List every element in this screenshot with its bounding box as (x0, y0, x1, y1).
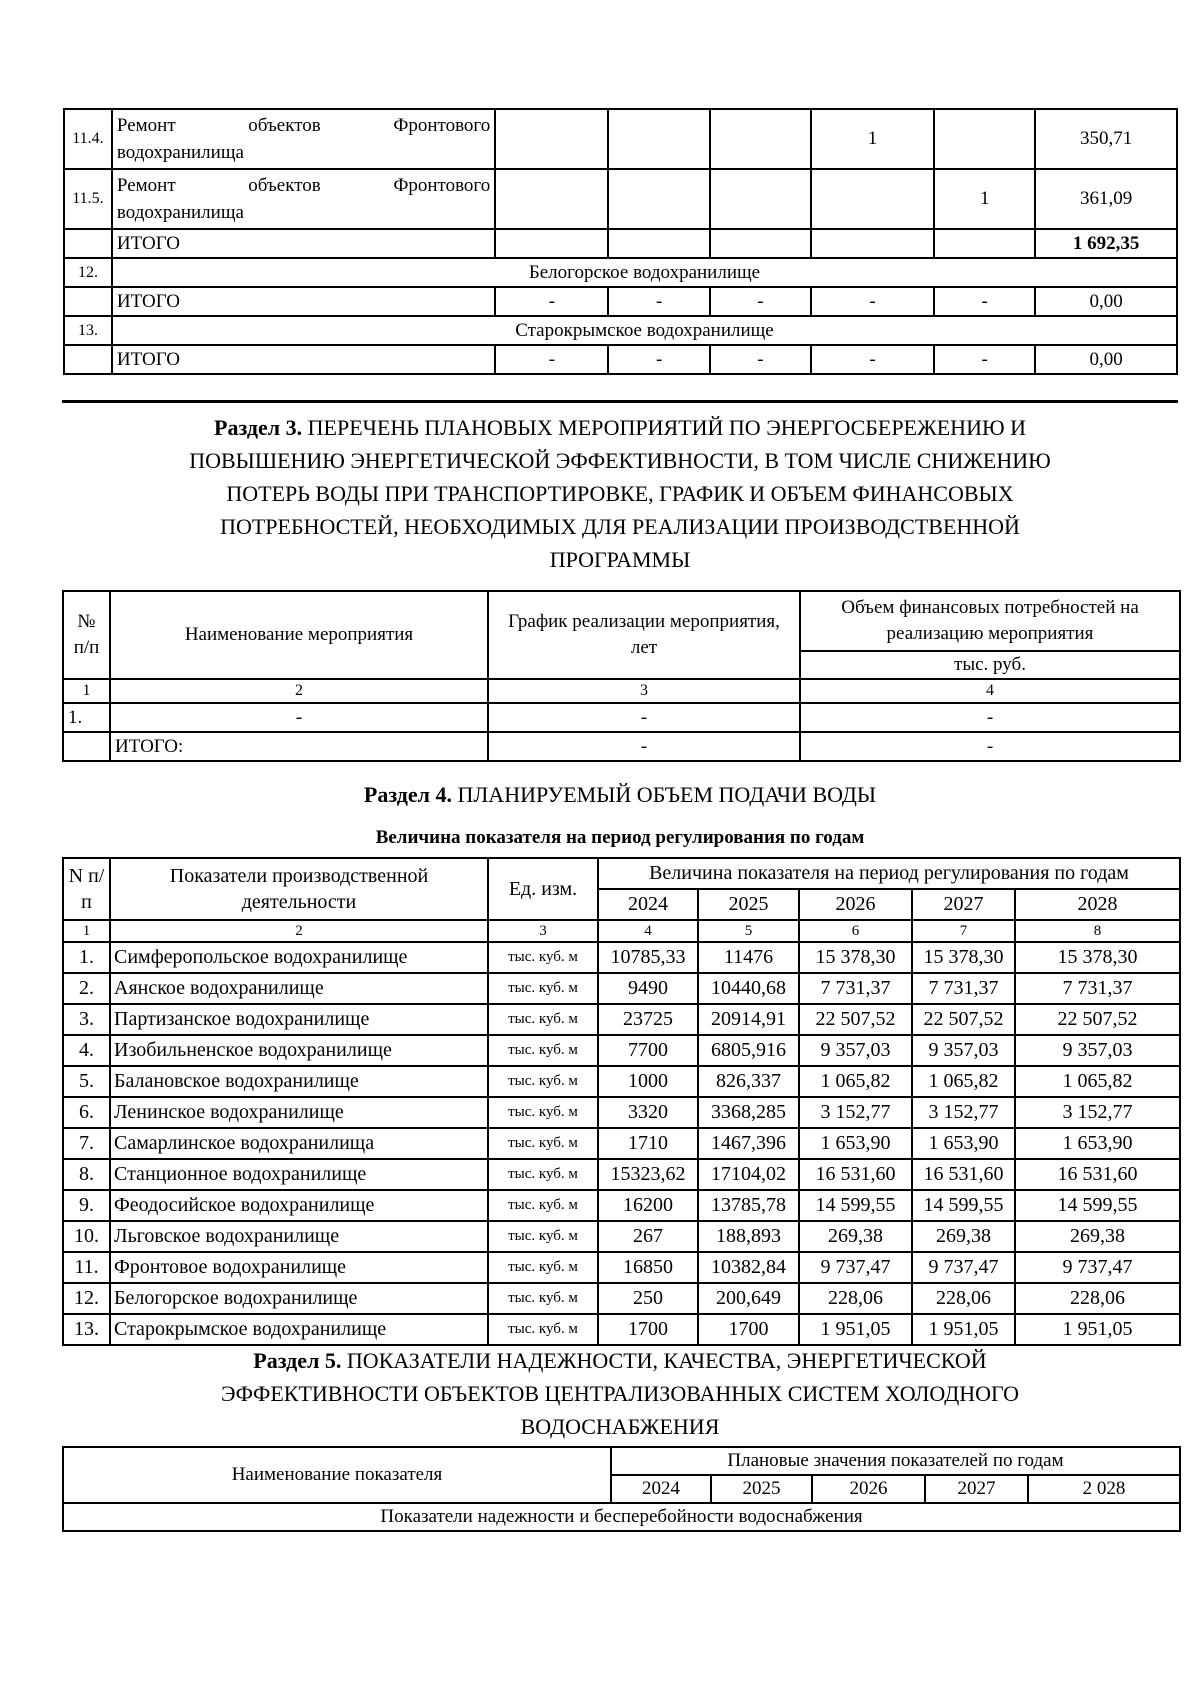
reservoir-name: Партизанское водохранилище (110, 1004, 488, 1035)
unit-cell: тыс. куб. м (488, 1066, 598, 1097)
row-number: 11. (63, 1252, 110, 1283)
value-cell (934, 109, 1035, 169)
row-number: 11.5. (64, 169, 112, 229)
row-number: 6. (63, 1097, 110, 1128)
total-row (64, 287, 1177, 316)
value-cell: 9 737,47 (912, 1252, 1015, 1283)
table-row (63, 1252, 1180, 1283)
table-row (63, 1159, 1180, 1190)
section-5-heading: Раздел 5. ПОКАЗАТЕЛИ НАДЕЖНОСТИ, КАЧЕСТВА, ЭНЕРГЕТИЧЕСКОЙ ЭФФЕКТИВНОСТИ ОБЪЕКТОВ ЦЕНТРАЛИЗОВАННЫХ СИСТЕМ ХОЛОДНОГО ВОДОСНАБЖЕНИЯ (220, 1348, 1020, 1439)
reservoir-name: Льговское водохранилище (110, 1221, 488, 1252)
value-cell: 269,38 (799, 1221, 912, 1252)
unit-cell: тыс. куб. м (488, 1004, 598, 1035)
header-unit: Ед. изм. (488, 858, 598, 920)
value-cell: 1 653,90 (799, 1128, 912, 1159)
unit-cell: тыс. куб. м (488, 1252, 598, 1283)
table-row (64, 169, 1177, 229)
table-row (63, 1004, 1180, 1035)
section-4-heading: Раздел 4. ПЛАНИРУЕМЫЙ ОБЪЕМ ПОДАЧИ ВОДЫ (363, 782, 877, 807)
value-cell (710, 109, 811, 169)
table-row (63, 1283, 1180, 1314)
schedule-cell: - (488, 732, 800, 761)
table-row (63, 973, 1180, 1004)
row-number: 7. (63, 1128, 110, 1159)
value-cell: 7 731,37 (912, 973, 1015, 1004)
table-row (63, 942, 1180, 973)
section-3-number: Раздел 3. (214, 415, 303, 440)
total-cell: 350,71 (1035, 109, 1177, 169)
year-header: 2025 (698, 889, 799, 920)
value-cell: - (811, 287, 934, 316)
value-cell: 3 152,77 (799, 1097, 912, 1128)
table-row (63, 1314, 1180, 1345)
group-title: Показатели надежности и бесперебойности водоснабжения (63, 1503, 1180, 1531)
row-number: 3. (63, 1004, 110, 1035)
value-cell: 16200 (598, 1190, 698, 1221)
reservoir-name: Станционное водохранилище (110, 1159, 488, 1190)
reservoir-header-row (64, 316, 1177, 345)
row-number: 8. (63, 1159, 110, 1190)
year-header: 2028 (1015, 889, 1180, 920)
value-cell: - (495, 287, 608, 316)
unit-cell: тыс. куб. м (488, 1221, 598, 1252)
value-cell: 9 357,03 (912, 1035, 1015, 1066)
total-row (63, 732, 1180, 761)
measure-name: Ремонт объектов Фронтового водохранилища (112, 169, 495, 229)
value-cell: 1 951,05 (1015, 1314, 1180, 1345)
value-cell: 3 152,77 (1015, 1097, 1180, 1128)
header-name: Показатели производственной деятельности (110, 858, 488, 920)
table-row (63, 1066, 1180, 1097)
total-row (64, 229, 1177, 258)
value-cell: 17104,02 (698, 1159, 799, 1190)
value-cell: 15 378,30 (1015, 942, 1180, 973)
value-cell: 6805,916 (698, 1035, 799, 1066)
section-divider (62, 400, 1178, 403)
value-cell: 1 065,82 (799, 1066, 912, 1097)
value-cell: 269,38 (912, 1221, 1015, 1252)
value-cell: 22 507,52 (799, 1004, 912, 1035)
value-cell: 9 737,47 (799, 1252, 912, 1283)
value-cell: 16850 (598, 1252, 698, 1283)
total-cell: 1 692,35 (1035, 229, 1177, 258)
header-row (63, 858, 1180, 889)
value-cell: 22 507,52 (1015, 1004, 1180, 1035)
header-volume: Объем финансовых потребностей на реализацию мероприятия (800, 591, 1180, 651)
section-3-heading: Раздел 3. ПЕРЕЧЕНЬ ПЛАНОВЫХ МЕРОПРИЯТИЙ ПО ЭНЕРГОСБЕРЕЖЕНИЮ И ПОВЫШЕНИЮ ЭНЕРГЕТИЧЕСКОЙ ЭФФЕКТИВНОСТИ, В ТОМ ЧИСЛЕ СНИЖЕНИЮ ПОТЕРЬ ВОДЫ ПРИ ТРАНСПОРТИРОВКЕ, ГРАФИК И ОБЪЕМ ФИНАНСОВЫХ ПОТРЕБНОСТЕЙ, НЕОБХОДИМЫХ ДЛЯ РЕАЛИЗАЦИИ ПРОИЗВОДСТВЕННОЙ ПРОГРАММЫ (189, 415, 1051, 572)
header-num: N п/п (63, 858, 110, 920)
value-cell: 9 737,47 (1015, 1252, 1180, 1283)
reservoir-name: Белогорское водохранилище (110, 1283, 488, 1314)
total-label: ИТОГО (112, 345, 495, 374)
value-cell: 200,649 (698, 1283, 799, 1314)
reservoir-header-row (64, 258, 1177, 287)
value-cell: 15323,62 (598, 1159, 698, 1190)
row-number: 11.4. (64, 109, 112, 169)
value-cell: 267 (598, 1221, 698, 1252)
total-cell: 0,00 (1035, 287, 1177, 316)
value-cell: 1710 (598, 1128, 698, 1159)
value-cell: 10440,68 (698, 973, 799, 1004)
header-value: Величина показателя на период регулирования по годам (598, 858, 1180, 889)
value-cell: 250 (598, 1283, 698, 1314)
value-cell: 188,893 (698, 1221, 799, 1252)
row-number: 9. (63, 1190, 110, 1221)
value-cell: 14 599,55 (1015, 1190, 1180, 1221)
table-row (63, 703, 1180, 732)
year-header: 2025 (711, 1475, 812, 1503)
reservoir-name: Самарлинское водохранилища (110, 1128, 488, 1159)
value-cell: 1 951,05 (912, 1314, 1015, 1345)
unit-cell: тыс. куб. м (488, 1128, 598, 1159)
value-cell: 9490 (598, 973, 698, 1004)
unit-cell: тыс. куб. м (488, 973, 598, 1004)
table-row (63, 1097, 1180, 1128)
reservoir-name: Старокрымское водохранилище (110, 1314, 488, 1345)
value-cell: 3368,285 (698, 1097, 799, 1128)
year-header: 2 028 (1028, 1475, 1180, 1503)
value-cell: 11476 (698, 942, 799, 973)
section-5-number: Раздел 5. (253, 1348, 342, 1373)
header-name: Наименование показателя (63, 1447, 611, 1503)
row-number: 1. (63, 703, 110, 732)
year-header: 2027 (912, 889, 1015, 920)
row-number: 13. (64, 316, 112, 345)
header-plan: Плановые значения показателей по годам (611, 1447, 1180, 1475)
measure-name: - (110, 703, 488, 732)
reliability-indicators-table (62, 1446, 1181, 1532)
reservoir-name: Симферопольское водохранилище (110, 942, 488, 973)
value-cell: 20914,91 (698, 1004, 799, 1035)
value-cell: 22 507,52 (912, 1004, 1015, 1035)
value-cell (710, 169, 811, 229)
row-number: 13. (63, 1314, 110, 1345)
measure-name: Ремонт объектов Фронтового водохранилища (112, 109, 495, 169)
column-number-row: 1 2 3 4 5 6 7 8 (63, 920, 1180, 942)
row-number: 12. (63, 1283, 110, 1314)
water-supply-table (62, 857, 1181, 1346)
total-cell: 361,09 (1035, 169, 1177, 229)
value-cell: 3320 (598, 1097, 698, 1128)
row-number: 5. (63, 1066, 110, 1097)
value-cell: 23725 (598, 1004, 698, 1035)
reservoir-name: Балановское водохранилище (110, 1066, 488, 1097)
unit-cell: тыс. куб. м (488, 1159, 598, 1190)
value-cell: 1 065,82 (912, 1066, 1015, 1097)
value-cell (495, 169, 608, 229)
value-cell: 3 152,77 (912, 1097, 1015, 1128)
value-cell (608, 169, 709, 229)
section-4-caption: Величина показателя на период регулирования по годам (375, 827, 865, 848)
value-cell: - (495, 345, 608, 374)
value-cell: - (710, 345, 811, 374)
year-header: 2024 (598, 889, 698, 920)
value-cell: 16 531,60 (1015, 1159, 1180, 1190)
unit-cell: тыс. куб. м (488, 1314, 598, 1345)
value-cell: 1000 (598, 1066, 698, 1097)
volume-cell: - (800, 703, 1180, 732)
value-cell: 1 065,82 (1015, 1066, 1180, 1097)
total-row (64, 345, 1177, 374)
value-cell: 1 951,05 (799, 1314, 912, 1345)
row-number: 10. (63, 1221, 110, 1252)
reservoir-name: Белогорское водохранилище (112, 258, 1177, 287)
value-cell (608, 109, 709, 169)
header-unit: тыс. руб. (800, 651, 1180, 679)
value-cell: 14 599,55 (912, 1190, 1015, 1221)
value-cell: 1467,396 (698, 1128, 799, 1159)
value-cell: 228,06 (799, 1283, 912, 1314)
value-cell (495, 109, 608, 169)
value-cell: 16 531,60 (799, 1159, 912, 1190)
reservoir-name: Аянское водохранилище (110, 973, 488, 1004)
value-cell: 1 (934, 169, 1035, 229)
column-number-row: 1 2 3 4 (63, 679, 1180, 703)
reservoir-name: Фронтовое водохранилище (110, 1252, 488, 1283)
table-row (64, 109, 1177, 169)
water-supply-rows (63, 942, 1180, 1345)
total-label: ИТОГО (112, 229, 495, 258)
value-cell: 1700 (598, 1314, 698, 1345)
value-cell: - (811, 345, 934, 374)
header-name: Наименование мероприятия (110, 591, 488, 679)
year-header: 2026 (799, 889, 912, 920)
value-cell: 10785,33 (598, 942, 698, 973)
value-cell: 228,06 (1015, 1283, 1180, 1314)
value-cell: 826,337 (698, 1066, 799, 1097)
table-row (63, 1190, 1180, 1221)
unit-cell: тыс. куб. м (488, 1097, 598, 1128)
value-cell: 7 731,37 (799, 973, 912, 1004)
header-num: № п/п (63, 591, 110, 679)
value-cell: 9 357,03 (799, 1035, 912, 1066)
value-cell: 1 653,90 (912, 1128, 1015, 1159)
unit-cell: тыс. куб. м (488, 942, 598, 973)
unit-cell: тыс. куб. м (488, 1283, 598, 1314)
value-cell: - (608, 345, 709, 374)
row-number: 4. (63, 1035, 110, 1066)
value-cell: 7 731,37 (1015, 973, 1180, 1004)
investment-table (63, 108, 1178, 375)
reservoir-name: Феодосийское водохранилище (110, 1190, 488, 1221)
value-cell: 13785,78 (698, 1190, 799, 1221)
year-header: 2027 (925, 1475, 1028, 1503)
volume-cell: - (800, 732, 1180, 761)
value-cell: - (934, 287, 1035, 316)
group-row (63, 1503, 1180, 1531)
value-cell: 228,06 (912, 1283, 1015, 1314)
table-row (63, 1128, 1180, 1159)
value-cell (811, 169, 934, 229)
value-cell: 10382,84 (698, 1252, 799, 1283)
value-cell: 1 (811, 109, 934, 169)
row-number: 1. (63, 942, 110, 973)
unit-cell: тыс. куб. м (488, 1190, 598, 1221)
value-cell: 269,38 (1015, 1221, 1180, 1252)
header-schedule: График реализации мероприятия, лет (488, 591, 800, 679)
value-cell: 1700 (698, 1314, 799, 1345)
energy-measures-table (62, 590, 1181, 762)
unit-cell: тыс. куб. м (488, 1035, 598, 1066)
year-header: 2026 (812, 1475, 925, 1503)
table-row (63, 1221, 1180, 1252)
total-label: ИТОГО (112, 287, 495, 316)
reservoir-name: Изобильненское водохранилище (110, 1035, 488, 1066)
table-row (63, 1035, 1180, 1066)
total-label: ИТОГО: (110, 732, 488, 761)
row-number: 2. (63, 973, 110, 1004)
value-cell: 14 599,55 (799, 1190, 912, 1221)
total-cell: 0,00 (1035, 345, 1177, 374)
schedule-cell: - (488, 703, 800, 732)
value-cell: 7700 (598, 1035, 698, 1066)
row-number: 12. (64, 258, 112, 287)
reservoir-name: Старокрымское водохранилище (112, 316, 1177, 345)
reservoir-name: Ленинское водохранилище (110, 1097, 488, 1128)
header-row (63, 1447, 1180, 1475)
value-cell: - (710, 287, 811, 316)
value-cell: 15 378,30 (799, 942, 912, 973)
value-cell: 9 357,03 (1015, 1035, 1180, 1066)
year-header: 2024 (611, 1475, 711, 1503)
value-cell: 15 378,30 (912, 942, 1015, 973)
value-cell: 1 653,90 (1015, 1128, 1180, 1159)
header-row (63, 591, 1180, 651)
value-cell: 16 531,60 (912, 1159, 1015, 1190)
section-4-number: Раздел 4. (363, 782, 452, 807)
value-cell: - (608, 287, 709, 316)
value-cell: - (934, 345, 1035, 374)
